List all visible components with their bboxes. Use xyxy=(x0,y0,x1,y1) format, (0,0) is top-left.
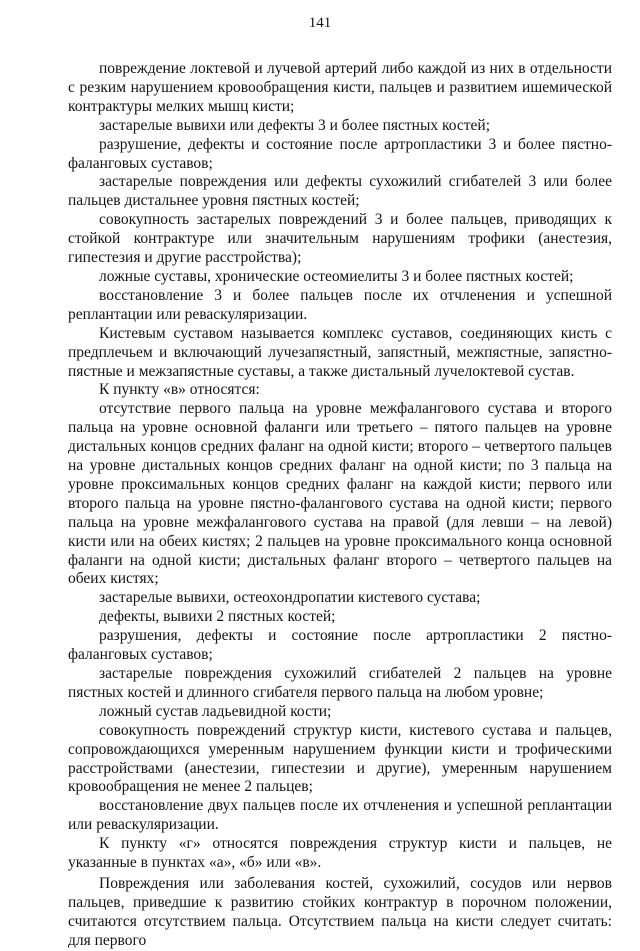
paragraph: разрушения, дефекты и состояние после артропластики 2 пястно-фаланговых суставов; xyxy=(68,627,612,664)
paragraph: застарелые повреждения сухожилий сгибателей 2 пальцев на уровне пястных костей и длинного сгибателя первого пальца на любом уровне; xyxy=(68,665,612,701)
paragraph: совокупность повреждений структур кисти, кистевого сустава и пальцев, сопровождающихся умеренным нарушением функции кисти и трофическими расстройствами (анестезии, гипестезии и другие), умеренным нарушением кровообращения не менее 2 пальцев; xyxy=(68,721,612,796)
paragraph: застарелые повреждения или дефекты сухожилий сгибателей 3 или более пальцев дистальнее уровня пястных костей; xyxy=(68,173,612,210)
paragraph: дефекты, вывихи 2 пястных костей; xyxy=(99,608,336,626)
paragraph: застарелые вывихи, остеохондропатии кистевого сустава; xyxy=(99,589,481,607)
paragraph: ложные суставы, хронические остеомиелиты 3 и более пястных костей; xyxy=(99,267,574,285)
paragraph: восстановление двух пальцев после их отчленения и успешной реплантации или реваскуляризации. xyxy=(68,797,612,834)
paragraph: отсутствие первого пальца на уровне межфалангового сустава и второго пальца на уровне основной фаланги или третьего – пятого пальцев на уровне дистальных концов средних фаланг на одной кисти; второго – четвертого пальцев на уровне дистальных концов средних фаланг на одной кисти; по 3 пальца на уровне проксимальных концов средних фаланг на каждой кисти; первого или второго пальца на уровне пястно-фалангового сустава на одной кисти; первого пальца на уровне межфалангового сустава на правой (для левши – на левой) кисти или на обеих кистях; 2 пальцев на уровне проксимального конца основной фаланги на одной кисти; дистальных фаланг второго – четвертого пальцев на обеих кистях; xyxy=(68,400,612,588)
paragraph: восстановление 3 и более пальцев после их отчленения и успешной реплантации или реваскуляризации. xyxy=(68,286,612,323)
paragraph: разрушение, дефекты и состояние после артропластики 3 и более пястно-фаланговых суставов; xyxy=(68,135,612,172)
paragraph: застарелые вывихи или дефекты 3 и более пястных костей; xyxy=(99,116,491,134)
paragraph: ложный сустав ладьевидной кости; xyxy=(99,702,332,720)
paragraph: повреждение локтевой и лучевой артерий либо каждой из них в отдельности с резким нарушением кровообращения кисти, пальцев и развитием ишемической контрактуры мелких мышц кисти; xyxy=(68,60,612,115)
paragraph: Повреждения или заболевания костей, сухожилий, сосудов или нервов пальцев, приведшие к развитию стойких контрактур в порочном положении, считаются отсутствием пальца. Отсутствием пальца на кисти следует считать: для первого xyxy=(68,874,612,949)
document-body xyxy=(68,60,612,951)
page-number: 141 xyxy=(308,15,332,31)
paragraph: К пункту «г» относятся повреждения структур кисти и пальцев, не указанные в пунктах «а», «б» или «в». xyxy=(68,835,612,872)
paragraph: Кистевым суставом называется комплекс суставов, соединяющих кисть с предплечьем и включающий лучезапястный, запястный, межпястные, запястно-пястные и межзапястные суставы, а также дистальный лучелоктевой сустав. xyxy=(68,324,612,380)
paragraph: К пункту «в» относятся: xyxy=(99,381,260,399)
paragraph: совокупность застарелых повреждений 3 и более пальцев, приводящих к стойкой контрактуре или значительным нарушениям трофики (анестезия, гипестезия и другие расстройства); xyxy=(68,211,612,267)
